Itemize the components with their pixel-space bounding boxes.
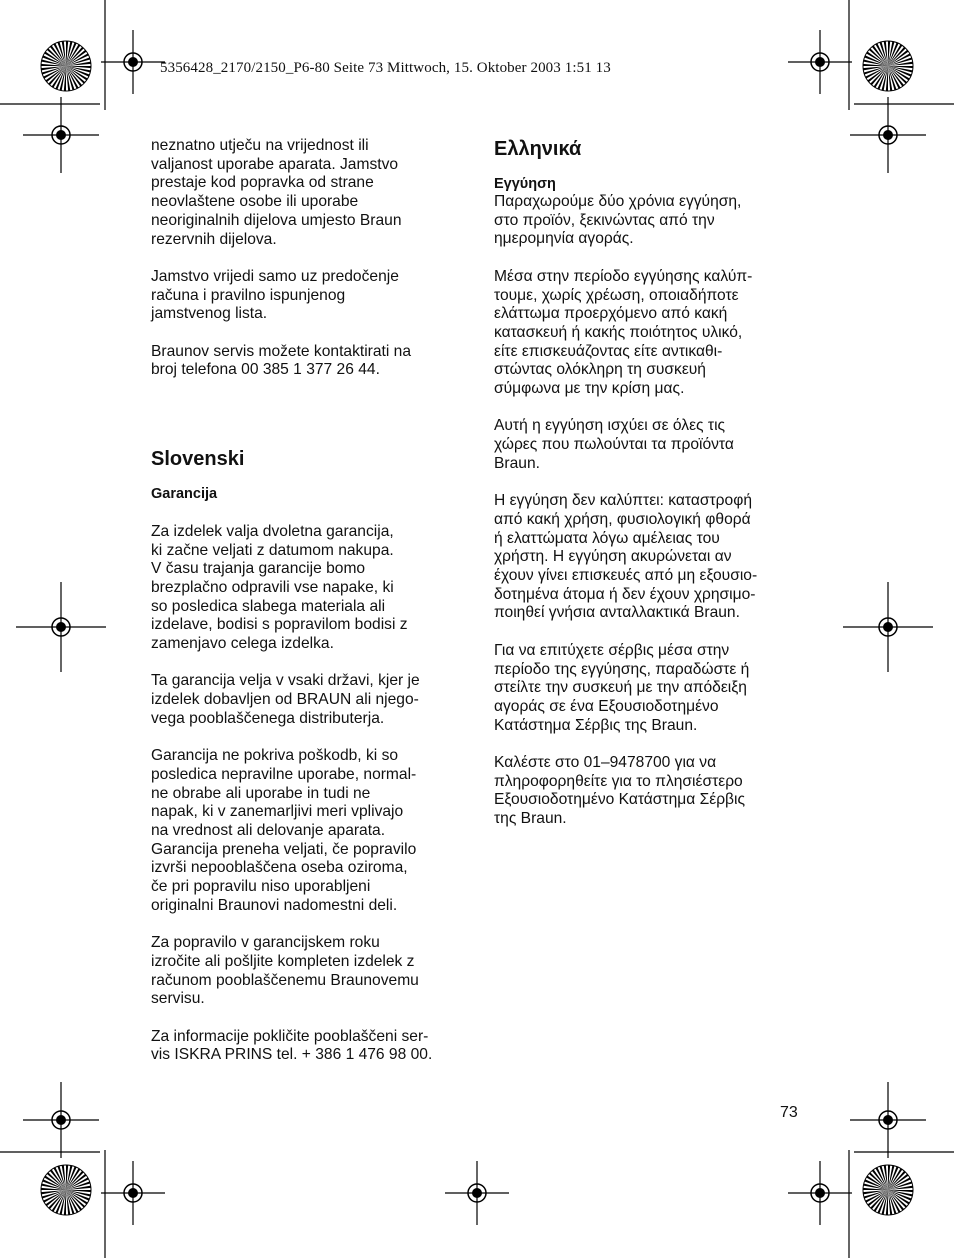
right-column bbox=[494, 137, 814, 848]
text-line: περίοδο της εγγύησης, παραδώστε ή bbox=[494, 660, 750, 678]
text-line: Garancija preneha veljati, če popravilo bbox=[151, 840, 417, 858]
paragraph bbox=[494, 193, 814, 249]
greek-warranty-text bbox=[494, 193, 814, 829]
section-title-greek: Ελληνικά bbox=[494, 138, 582, 160]
paragraph bbox=[494, 642, 814, 736]
text-line: Η εγγύηση δεν καλύπτει: καταστροφή bbox=[494, 492, 752, 510]
text-line: Καλέστε στο 01–9478700 για να bbox=[494, 754, 717, 772]
crosshair-dot bbox=[56, 1115, 66, 1125]
text-line: če pri popravilu niso uporabljeni bbox=[151, 878, 371, 896]
section-title-slovenski: Slovenski bbox=[151, 447, 245, 470]
crosshair-dot bbox=[56, 130, 66, 140]
text-line: στείλτε την συσκευή με την απόδειξη bbox=[494, 679, 747, 697]
text-line: από κακή χρήση, φυσιολογική φθορά bbox=[494, 510, 751, 528]
text-line: Za popravilo v garancijskem roku bbox=[151, 934, 380, 952]
text-line: κατασκευή ή κακής ποιότητος υλικό, bbox=[494, 323, 743, 341]
text-line: ne obrabe ali uporabe in tudi ne bbox=[151, 784, 371, 802]
text-line: ελάττωμα προερχόμενο από κακή bbox=[494, 305, 728, 323]
crosshair-dot bbox=[56, 622, 66, 632]
crosshair-dot bbox=[815, 1188, 825, 1198]
paragraph bbox=[494, 417, 814, 473]
text-line: neoriginalnih dijelova umjesto Braun bbox=[151, 211, 402, 229]
text-line: jamstvenog lista. bbox=[151, 305, 268, 323]
text-line: izročite ali pošljite kompleten izdelek z bbox=[151, 952, 415, 970]
paragraph bbox=[151, 343, 469, 380]
text-line: της Braun. bbox=[494, 810, 567, 828]
print-header: 5356428_2170/2150_P6-80 Seite 73 Mittwoch, 15. Oktober 2003 1:51 13 bbox=[160, 60, 611, 76]
text-line: zamenjavo celega izdelka. bbox=[151, 635, 334, 653]
text-line: V času trajanja garancije bomo bbox=[151, 560, 366, 578]
text-line: Braun. bbox=[494, 454, 540, 472]
paragraph bbox=[151, 137, 469, 249]
text-line: servisu. bbox=[151, 990, 205, 1008]
paragraph bbox=[151, 747, 469, 915]
paragraph bbox=[494, 754, 814, 829]
paragraph bbox=[151, 934, 469, 1009]
paragraph bbox=[151, 672, 469, 728]
left-column bbox=[151, 137, 469, 1084]
text-line: izdelek dobavljen od BRAUN ali njego- bbox=[151, 691, 419, 709]
text-line: Garancija ne pokriva poškodb, ki so bbox=[151, 747, 399, 765]
starburst-icon bbox=[41, 41, 91, 91]
text-line: δοτημένα άτομα ή δεν έχουν χρησιμο- bbox=[494, 585, 756, 603]
text-line: vega pooblaščenega distributerja. bbox=[151, 709, 385, 727]
text-line: Za izdelek valja dvoletna garancija, bbox=[151, 522, 394, 540]
text-line: Jamstvo vrijedi samo uz predočenje bbox=[151, 267, 399, 285]
crosshair-dot bbox=[883, 130, 893, 140]
text-line: έχουν γίνει επισκευές από μη εξουσιο- bbox=[494, 567, 758, 585]
text-line: rezervnih dijelova. bbox=[151, 230, 277, 248]
crosshair-dot bbox=[128, 1188, 138, 1198]
text-line: Za informacije pokličite pooblaščeni ser- bbox=[151, 1027, 429, 1045]
text-line: ημερομηνία αγοράς. bbox=[494, 230, 634, 248]
paragraph bbox=[494, 268, 814, 399]
text-line: χρήστη. Η εγγύηση ακυρώνεται αν bbox=[494, 548, 732, 566]
crosshair-dot bbox=[472, 1188, 482, 1198]
paragraph bbox=[494, 492, 814, 623]
text-line: Εξουσιοδοτημένο Κατάστημα Σέρβις bbox=[494, 791, 746, 809]
text-line: αγοράς σε ένα Εξουσιοδοτημένο bbox=[494, 697, 719, 715]
subsection-title-greek-warranty: Εγγύηση bbox=[494, 176, 556, 192]
crosshair-dot bbox=[815, 57, 825, 67]
text-line: στο προϊόν, ξεκινώντας από την bbox=[494, 211, 715, 229]
text-line: so posledica slabega materiala ali bbox=[151, 597, 386, 615]
text-line: Ta garancija velja v vsaki državi, kjer je bbox=[151, 672, 420, 690]
text-line: χώρες που πωλούνται τα προϊόντα bbox=[494, 436, 734, 454]
text-line: brezplačno odpravili vse napake, ki bbox=[151, 578, 394, 596]
text-line: računa i pravilno ispunjenog bbox=[151, 286, 346, 304]
text-line: Κατάστημα Σέρβις της Braun. bbox=[494, 716, 698, 734]
text-line: računom pooblaščenemu Braunovemu bbox=[151, 971, 419, 989]
text-line: στώντας ολόκληρη τη συσκευή bbox=[494, 361, 706, 379]
text-line: prestaje kod popravka od strane bbox=[151, 174, 374, 192]
paragraph bbox=[151, 1028, 469, 1065]
paragraph bbox=[151, 268, 469, 324]
text-line: broj telefona 00 385 1 377 26 44. bbox=[151, 361, 380, 379]
text-line: na vrednost ali delovanje aparata. bbox=[151, 822, 386, 840]
text-line: ki začne veljati z datumom nakupa. bbox=[151, 541, 394, 559]
text-line: neznatno utječu na vrijednost ili bbox=[151, 137, 369, 154]
text-line: originalni Braunovi nadomestni deli. bbox=[151, 896, 398, 914]
text-line: Μέσα στην περίοδο εγγύησης καλύπ- bbox=[494, 267, 753, 285]
slovenian-warranty-text bbox=[151, 523, 469, 1065]
text-line: izdelave, bodisi s popravilom bodisi z bbox=[151, 616, 408, 634]
subsection-title-garancija: Garancija bbox=[151, 485, 218, 502]
text-line: posledica nepravilne uporabe, normal- bbox=[151, 765, 417, 783]
text-line: vis ISKRA PRINS tel. + 386 1 476 98 00. bbox=[151, 1046, 433, 1064]
text-line: izvrši nepooblaščena oseba oziroma, bbox=[151, 859, 408, 877]
text-line: napak, ki v zanemarljivi meri vplivajo bbox=[151, 803, 404, 821]
crosshair-dot bbox=[128, 57, 138, 67]
text-line: ποιηθεί γνήσια ανταλλακτικά Braun. bbox=[494, 604, 740, 622]
crosshair-dot bbox=[883, 622, 893, 632]
croatian-warranty-text bbox=[151, 137, 469, 380]
text-line: είτε επισκευάζοντας είτε αντικαθι- bbox=[494, 342, 723, 360]
text-line: Braunov servis možete kontaktirati na bbox=[151, 342, 412, 360]
crosshair-dot bbox=[883, 1115, 893, 1125]
text-line: Παραχωρούμε δύο χρόνια εγγύηση, bbox=[494, 193, 742, 210]
text-line: Για να επιτύχετε σέρβις μέσα στην bbox=[494, 641, 730, 659]
text-line: valjanost uporabe aparata. Jamstvo bbox=[151, 155, 399, 173]
text-line: Αυτή η εγγύηση ισχύει σε όλες τις bbox=[494, 417, 726, 435]
text-line: ή ελαττώματα λόγω αμέλειας του bbox=[494, 529, 720, 547]
text-line: τουμε, χωρίς χρέωση, οποιαδήποτε bbox=[494, 286, 739, 304]
text-line: πληροφορηθείτε για το πλησιέστερο bbox=[494, 772, 743, 790]
page-number: 73 bbox=[780, 1104, 798, 1121]
text-line: σύμφωνα με την κρίση μας. bbox=[494, 380, 685, 398]
text-line: neovlaštene osobe ili uporabe bbox=[151, 193, 359, 211]
paragraph bbox=[151, 523, 469, 654]
